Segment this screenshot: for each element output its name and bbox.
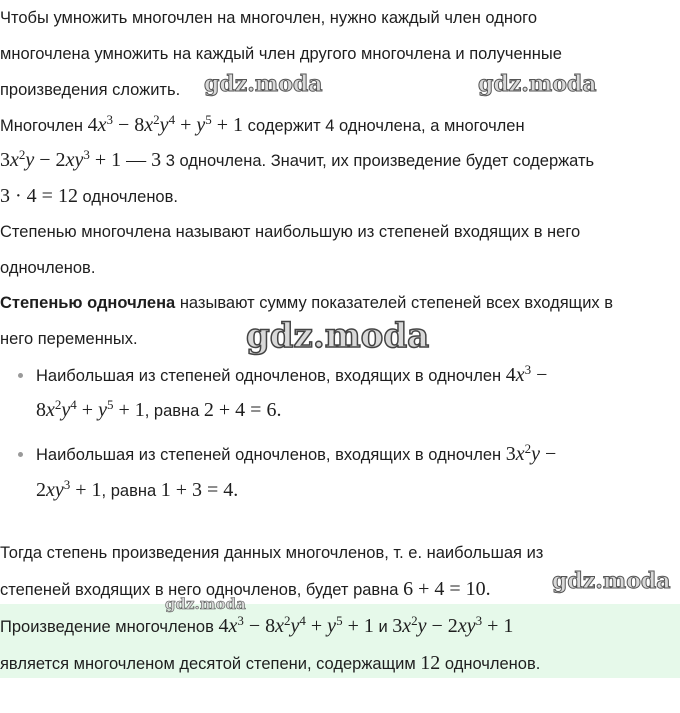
product-degree-text: степеней входящих в него одночленов, будет равна	[0, 581, 399, 599]
paragraph-rule-line-3: произведения сложить.	[0, 81, 181, 99]
bullet-dot	[18, 373, 23, 378]
formula-bullet-1b: $8x^2y^4 + y^5 + 1$	[36, 397, 145, 421]
watermark: gdz.moda	[246, 316, 430, 356]
bullet-2-equals: , равна	[101, 482, 157, 500]
bullet-1-line-2	[36, 392, 281, 428]
bullet-dot	[18, 452, 23, 457]
product-degree-line-1: Тогда степень произведения данных многочленов, т. е. наибольшая из	[0, 544, 544, 562]
formula-polynomial-a: $4x^3 - 8x^2y^4 + y^5 + 1$	[87, 112, 244, 136]
polynomial-count-line-1	[0, 107, 525, 143]
definition-text: называют сумму показателей степеней всех входящих в	[175, 294, 614, 312]
conclusion-line-2	[0, 645, 540, 681]
definition-polynomial-degree-1: Степенью многочлена называют наибольшую из степеней входящих в него	[0, 223, 581, 241]
conclusion-label: Произведение многочленов	[0, 618, 214, 636]
paragraph-rule-line-1: Чтобы умножить многочлен на многочлен, нужно каждый член одного	[0, 9, 537, 27]
conclusion-text: является многочленом десятой степени, содержащим	[0, 655, 416, 673]
paragraph-rule-line-2: многочлена умножить на каждый член другого многочлена и полученные	[0, 45, 562, 63]
formula-bullet-1-result: 2 + 4 = 6.	[203, 399, 282, 421]
formula-bullet-2a: $3x^2y$ −	[505, 441, 557, 465]
watermark: gdz.moda	[165, 595, 246, 613]
formula-product-count: 3 · 4 = 12	[0, 185, 78, 207]
text-contains: содержит 4 одночлена, а многочлен	[247, 117, 525, 135]
formula-conclusion-a: $4x^3 - 8x^2y^4 + y^5 + 1$	[218, 613, 374, 637]
bullet-2-text: Наибольшая из степеней одночленов, входящих в одночлен	[36, 446, 502, 464]
formula-bullet-2-result: 1 + 3 = 4.	[160, 479, 239, 501]
formula-bullet-1a: $4x^3$ −	[505, 362, 548, 386]
conclusion-monomials: одночленов.	[444, 655, 541, 673]
conclusion-and: и	[378, 618, 388, 636]
bullet-1-line-1	[36, 357, 547, 393]
watermark: gdz.moda	[478, 71, 597, 97]
text-three-monomials: 3 одночлена. Значит, их произведение будет содержать	[165, 152, 595, 170]
text-monomials: одночленов.	[82, 188, 178, 206]
watermark: gdz.moda	[552, 568, 671, 594]
bullet-2-line-1	[36, 436, 556, 472]
formula-conclusion-b: $3x^2y - 2xy^3 + 1$	[392, 613, 514, 637]
polynomial-count-line-2	[0, 142, 594, 178]
formula-conclusion-count: 12	[420, 652, 441, 674]
polynomial-count-line-3	[0, 178, 178, 214]
bullet-1-equals: , равна	[144, 402, 200, 420]
definition-monomial-degree-2: него переменных.	[0, 330, 138, 348]
formula-polynomial-b: $3x^2y - 2xy^3 + 1$ — 3	[0, 147, 162, 171]
term-monomial-degree: Степенью одночлена	[0, 294, 176, 312]
formula-bullet-2b: $2xy^3 + 1$	[36, 477, 102, 501]
label-polynomial: Многочлен	[0, 117, 84, 135]
bullet-1-text: Наибольшая из степеней одночленов, входящих в одночлен	[36, 367, 502, 385]
formula-product-degree: 6 + 4 = 10.	[403, 578, 491, 600]
bullet-2-line-2	[36, 472, 238, 508]
conclusion-line-1	[0, 608, 513, 644]
definition-polynomial-degree-2: одночленов.	[0, 259, 96, 277]
watermark: gdz.moda	[204, 71, 323, 97]
